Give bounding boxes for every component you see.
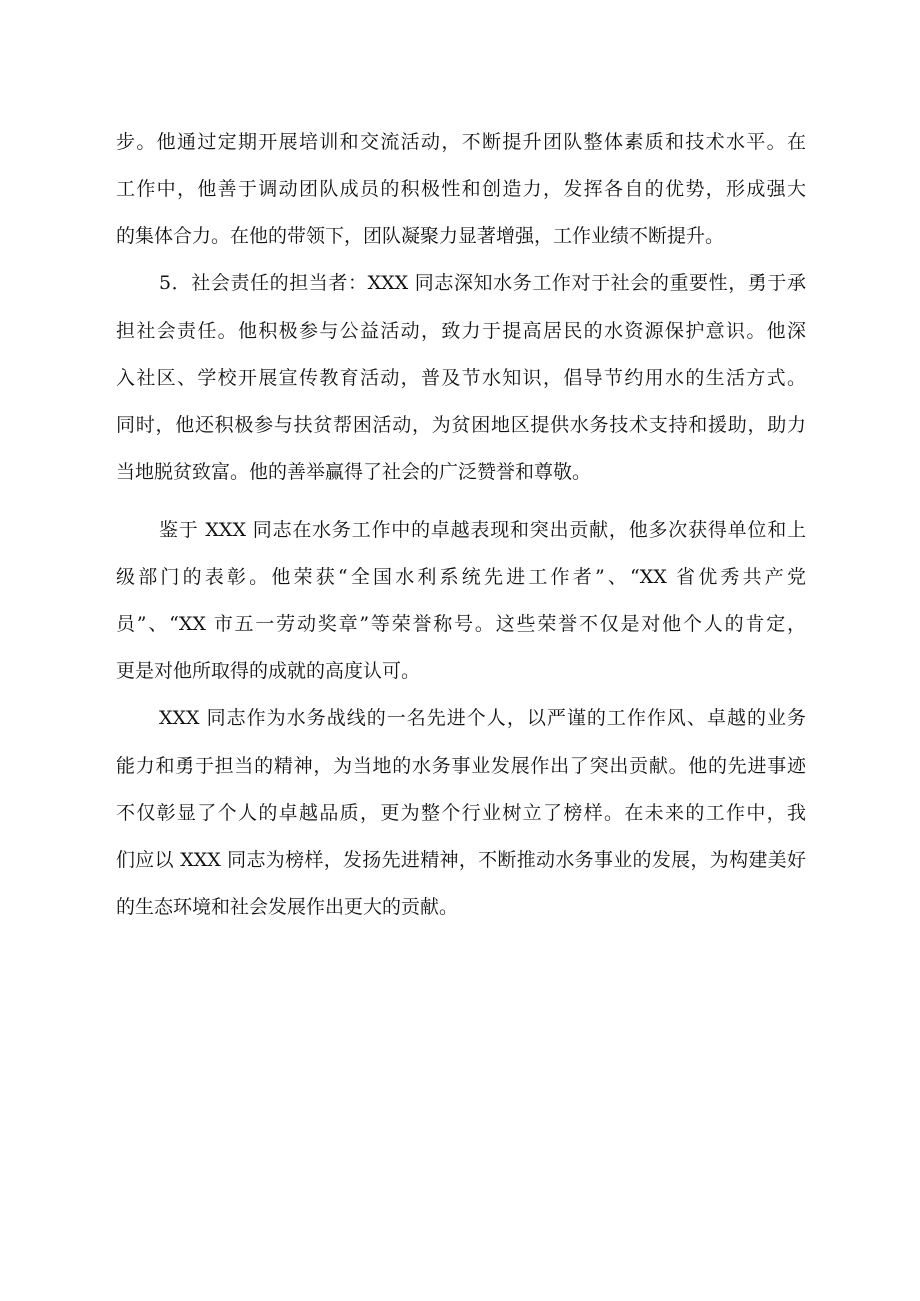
text-line: 不仅彰显了个人的卓越品质，更为整个行业树立了榜样。在未来的工作中，我 (116, 802, 806, 824)
text-line: 的集体合力。在他的带领下，团队凝聚力显著增强，工作业绩不断提升。 (116, 225, 725, 247)
text-line: 的生态环境和社会发展作出更大的贡献。 (116, 896, 459, 918)
text-line: XXX 同志作为水务战线的一名先进个人，以严谨的工作作风、卓越的业务 (159, 707, 806, 729)
text-line: 当地脱贫致富。他的善举赢得了社会的广泛赞誉和尊敬。 (116, 461, 592, 483)
text-line: 更是对他所取得的成就的高度认可。 (116, 660, 421, 682)
text-line: 级部门的表彰。他荣获“全国水利系统先进工作者”、“XX 省优秀共产党 (116, 566, 806, 588)
text-line: 步。他通过定期开展培训和交流活动，不断提升团队整体素质和技术水平。在 (116, 131, 806, 153)
text-line: 同时，他还积极参与扶贫帮困活动，为贫困地区提供水务技术支持和援助，助力 (116, 414, 806, 436)
text-line: 鉴于 XXX 同志在水务工作中的卓越表现和突出贡献，他多次获得单位和上 (159, 519, 806, 541)
text-line: 5．社会责任的担当者：XXX 同志深知水务工作对于社会的重要性，勇于承 (159, 272, 806, 294)
text-line: 担社会责任。他积极参与公益活动，致力于提高居民的水资源保护意识。他深 (116, 320, 806, 342)
text-line: 员”、“XX 市五一劳动奖章”等荣誉称号。这些荣誉不仅是对他个人的肯定， (116, 613, 806, 635)
text-line: 工作中，他善于调动团队成员的积极性和创造力，发挥各自的优势，形成强大 (116, 178, 806, 200)
text-line: 入社区、学校开展宣传教育活动，普及节水知识，倡导节约用水的生活方式。 (116, 367, 806, 389)
text-line: 能力和勇于担当的精神，为当地的水务事业发展作出了突出贡献。他的先进事迹 (116, 755, 806, 777)
text-line: 们应以 XXX 同志为榜样，发扬先进精神，不断推动水务事业的发展，为构建美好 (116, 849, 806, 871)
